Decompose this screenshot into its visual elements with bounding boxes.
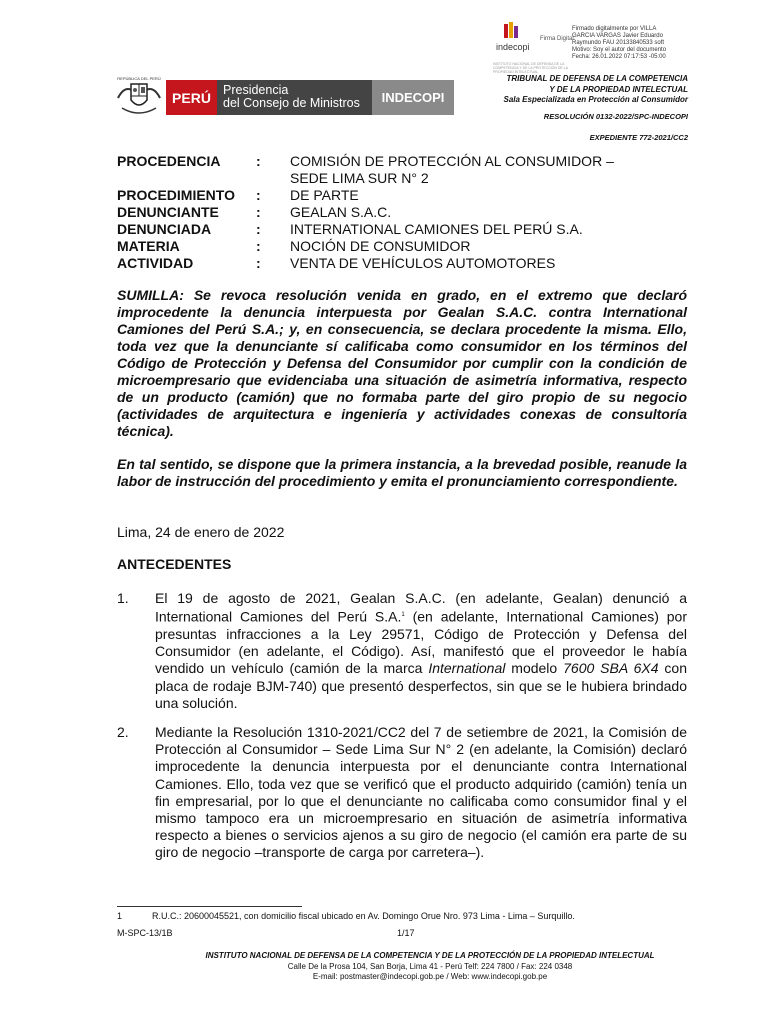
indecopi-signature-logo <box>494 20 538 58</box>
firma-digital-label: Firma Digital <box>540 36 574 42</box>
info-label: MATERIA <box>117 238 180 254</box>
paragraph-1 <box>155 590 687 712</box>
sumilla-paragraph: SUMILLA: Se revoca resolución venida en grado, en el extremo que declaró improcedente la denuncia interpuesta por Gealan S.A.C. contra International Camiones del Perú S.A.; y, en consecuencia, se declara procedente la misma. Ello, toda vez que la denunciante sí calificaba como consumidor en los términos del Código de Protección y Defensa del Consumidor por cumplir con la condición de microempresario que evidenciaba una situación de asimetría informativa, respecto de un producto (camión) que no formaba parte del giro propio de su negocio (actividades de arquitectura e ingeniería y actividades conexas de consultoría técnica). <box>117 287 687 439</box>
case-info-table <box>117 153 692 272</box>
p1-italic-model: 7600 SBA 6X4 <box>563 660 659 677</box>
footnote-number: 1 <box>117 911 123 921</box>
info-colon: : <box>256 238 261 254</box>
info-value: INTERNATIONAL CAMIONES DEL PERÚ S.A. <box>290 221 583 237</box>
signature-line: GARCIA VARGAS Javier Eduardo <box>572 33 663 39</box>
p1-text-b: (en adelante, International Camiones) por presuntas infracciones a la Ley 29571, Código de Protección y Defensa del Consumidor (en adelante, el Código). Así, manifestó que el proveedor le había vendido un vehículo (camión de la marca <box>155 608 687 677</box>
info-row-materia <box>117 238 692 255</box>
paragraph-number: 2. <box>117 724 129 740</box>
info-colon: : <box>256 187 261 203</box>
info-value: NOCIÓN DE CONSUMIDOR <box>290 238 471 254</box>
footnote-1 <box>117 911 575 921</box>
signature-details <box>572 26 762 61</box>
info-row-procedimiento <box>117 187 692 204</box>
signature-line: Firmado digitalmente por VILLA <box>572 26 657 32</box>
footer-address: Calle De la Prosa 104, San Borja, Lima 41 - Perú Telf: 224 7800 / Fax: 224 0348 <box>287 961 573 971</box>
sala-line: Sala Especializada en Protección al Consumidor <box>503 95 688 104</box>
footer-institution: INSTITUTO NACIONAL DE DEFENSA DE LA COMPETENCIA Y DE LA PROTECCIÓN DE LA PROPIEDAD INTELECTUAL <box>205 951 655 960</box>
expediente-number: EXPEDIENTE 772-2021/CC2 <box>589 133 688 142</box>
info-value: DE PARTE <box>290 187 359 203</box>
pcm-logo <box>217 80 372 115</box>
info-row-actividad <box>117 255 692 272</box>
p1-text-d: con placa de rodaje BJM-740) que presentó desperfectos, sin que se le hubiera brindado una solución. <box>155 660 687 711</box>
signature-line: Raymundo FAU 20133840533 soft <box>572 40 665 46</box>
info-colon: : <box>256 204 261 220</box>
info-label: DENUNCIADA <box>117 221 212 237</box>
info-value: VENTA DE VEHÍCULOS AUTOMOTORES <box>290 255 556 271</box>
info-row-denunciante <box>117 204 692 221</box>
disposition-paragraph: En tal sentido, se dispone que la primera instancia, a la brevedad posible, reanude la labor de instrucción del procedimiento y emita el pronunciamiento correspondiente. <box>117 456 687 489</box>
section-heading-antecedentes: ANTECEDENTES <box>117 556 232 572</box>
info-label: PROCEDENCIA <box>117 153 221 169</box>
info-colon: : <box>256 221 261 237</box>
info-value <box>290 153 692 187</box>
tribunal-line: TRIBUNAL DE DEFENSA DE LA COMPETENCIA <box>506 74 688 83</box>
resolution-number: RESOLUCIÓN 0132-2022/SPC-INDECOPI <box>543 112 688 121</box>
footer-contact: E-mail: postmaster@indecopi.gob.pe / Web: www.indecopi.gob.pe <box>312 972 548 981</box>
signature-institution-note: INSTITUTO NACIONAL DE DEFENSA DE LA COMPETENCIA Y DE LA PROTECCIÓN DE LA PROPIEDAD INTELECTUAL <box>493 62 568 74</box>
info-label: ACTIVIDAD <box>117 255 194 271</box>
paragraph-number: 1. <box>117 590 129 606</box>
info-colon: : <box>256 255 261 271</box>
p1-italic-brand: International <box>428 660 506 677</box>
info-colon: : <box>256 153 261 169</box>
p1-text-c: modelo <box>505 660 564 677</box>
info-label: DENUNCIANTE <box>117 204 219 220</box>
pcm-line: del Consejo de Ministros <box>223 96 360 110</box>
form-code: M-SPC-13/1B <box>117 928 173 938</box>
info-value-line: COMISIÓN DE PROTECCIÓN AL CONSUMIDOR – <box>290 153 614 169</box>
info-row-denunciada <box>117 221 692 238</box>
indecopi-logo: INDECOPI <box>372 80 454 115</box>
document-date: Lima, 24 de enero de 2022 <box>117 524 285 540</box>
signature-line: Motivo: Soy el autor del documento <box>572 47 667 53</box>
page-footer <box>100 951 760 983</box>
signature-line: Fecha: 26.01.2022 07:17:53 -05:00 <box>572 54 666 60</box>
info-value: GEALAN S.A.C. <box>290 204 392 220</box>
footnote-text: R.U.C.: 20600045521, con domicilio fiscal ubicado en Av. Domingo Orue Nro. 973 Lima - Lima – Surquillo. <box>152 911 575 921</box>
peru-coat-of-arms <box>112 74 166 118</box>
tribunal-heading <box>503 74 688 106</box>
info-label: PROCEDIMIENTO <box>117 187 235 203</box>
pcm-line: Presidencia <box>223 83 289 97</box>
tribunal-line: Y DE LA PROPIEDAD INTELECTUAL <box>549 84 688 94</box>
paragraph-2: Mediante la Resolución 1310-2021/CC2 del 7 de setiembre de 2021, la Comisión de Protección al Consumidor – Sede Lima Sur N° 2 (en adelante, la Comisión) declaró improcedente la denuncia interpuesta por el denunciante contra International Camiones. Ello, toda vez que se verificó que el producto adquirido (camión) tenía un fin empresarial, por lo que el denunciante no calificaba como consumidor final y el mismo tampoco era un microempresario en situación de asimetría informativa respecto a bienes o servicios ajenos a su giro de negocio (el camión era parte de su giro de negocio –transporte de carga por carretera–). <box>155 724 687 861</box>
footnote-ref-1[interactable]: 1 <box>401 612 405 619</box>
info-row-procedencia <box>117 153 692 187</box>
svg-text:indecopi: indecopi <box>496 42 530 52</box>
page-number: 1/17 <box>397 928 415 938</box>
p1-text-a: El 19 de agosto de 2021, Gealan S.A.C. (en adelante, Gealan) denunció a International Camiones del Perú S.A. <box>155 590 687 625</box>
footnote-divider <box>117 906 302 907</box>
svg-text:REPÚBLICA DEL PERÚ: REPÚBLICA DEL PERÚ <box>117 76 161 81</box>
info-value-line: SEDE LIMA SUR N° 2 <box>290 170 429 186</box>
peru-logo: PERÚ <box>166 80 217 115</box>
